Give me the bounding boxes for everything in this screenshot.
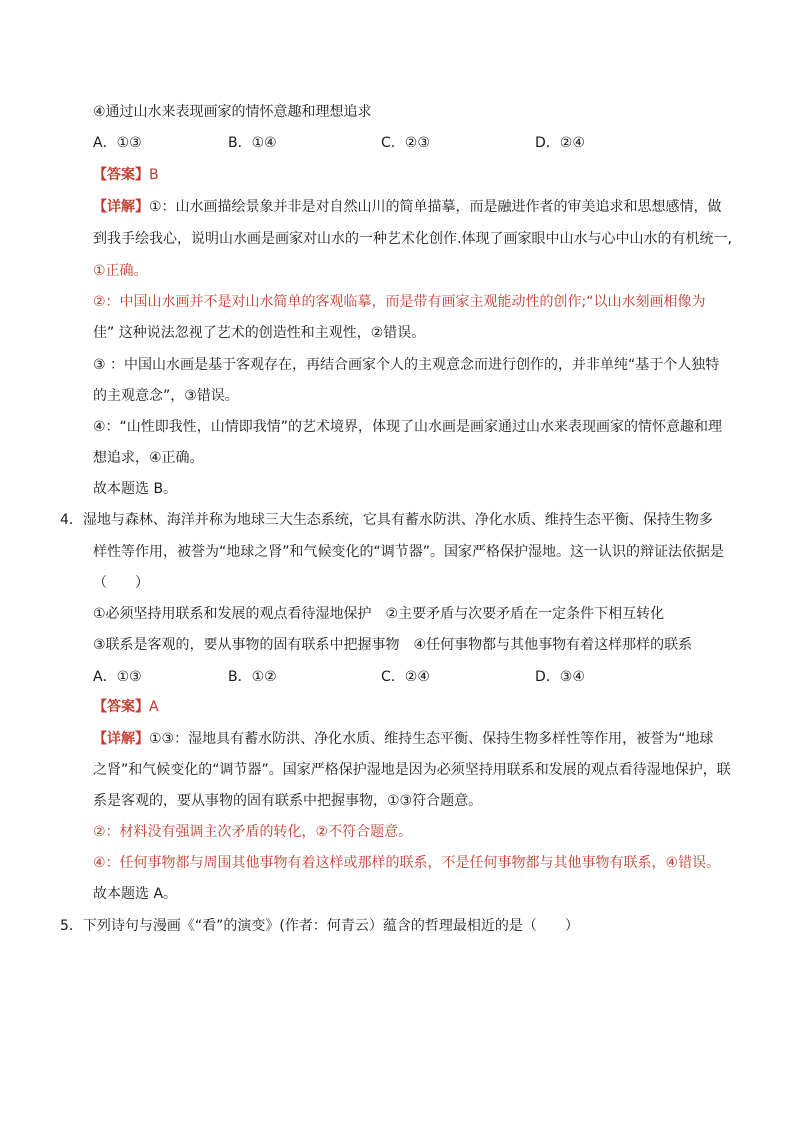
q4-detail-1-line-1	[93, 729, 713, 749]
q3-detail-4-line-1: ④：“山性即我性，山情即我情”的艺术境界，体现了山水画是画家通过山水来表现画家的情怀意趣和理	[93, 419, 723, 435]
q3-detail-1-line-1	[93, 197, 722, 217]
q4-stem-line-2: 样性等作用，被誉为“地球之肾”和气候变化的“调节器”。国家严格保护湿地。这一认识的辩证法依据是	[93, 544, 725, 560]
q3-choice-b: B．①④	[228, 135, 277, 151]
q3-detail-4-line-2: 想追求，④正确。	[93, 450, 204, 466]
answer-value: A	[149, 699, 159, 715]
q4-detail-2: ②：材料没有强调主次矛盾的转化，②不符合题意。	[93, 824, 413, 840]
q4-answer	[93, 697, 159, 717]
answer-tag: 【答案】	[93, 167, 149, 183]
q3-choice-a: A．①③	[93, 135, 142, 151]
detail-tag: 【详解】	[93, 199, 149, 215]
q4-detail-1-line-2: 之肾”和气候变化的“调节器”。国家严格保护湿地是因为必须坚持用联系和发展的观点看待湿地保护，联	[93, 762, 731, 778]
q5-stem: 5．下列诗句与漫画《“看”的演变》(作者：何青云）蕴含的哲理最相近的是（ ）	[60, 918, 579, 934]
detail-text: ①：山水画描绘景象并非是对自然山川的简单描摹，而是融进作者的审美追求和思想感情，做	[149, 199, 722, 215]
q4-stem-line-1: 4．湿地与森林、海洋并称为地球三大生态系统，它具有蓄水防洪、净化水质、维持生态平衡、保持生物多	[60, 512, 713, 528]
q4-choice-d: D．③④	[535, 669, 585, 685]
q4-choice-a: A．①③	[93, 669, 142, 685]
q4-choice-b: B．①②	[228, 669, 277, 685]
q4-options-line-1: ①必须坚持用联系和发展的观点看待湿地保护 ②主要矛盾与次要矛盾在一定条件下相互转化	[93, 606, 665, 622]
q3-answer	[93, 165, 159, 185]
q4-detail-3: ④：任何事物都与周围其他事物有着这样或那样的联系，不是任何事物都与其他事物有联系，④错误。	[93, 855, 721, 871]
q3-detail-2-line-2: 佳” 这种说法忽视了艺术的创造性和主观性，②错误。	[93, 325, 426, 341]
answer-tag: 【答案】	[93, 699, 149, 715]
answer-value: B	[149, 167, 159, 183]
q3-detail-3-line-1: ③ ：中国山水画是基于客观存在，再结合画家个人的主观意念而进行创作的，并非单纯“基于个人独特	[93, 357, 720, 373]
q4-options-line-2: ③联系是客观的，要从事物的固有联系中把握事物 ④任何事物都与其他事物有着这样那样的联系	[93, 637, 693, 653]
detail-tag: 【详解】	[93, 731, 149, 747]
q4-stem-line-3: （ ）	[93, 575, 149, 591]
detail-text: ①③：湿地具有蓄水防洪、净化水质、维持生态平衡、保持生物多样性等作用，被誉为“地球	[149, 731, 714, 747]
q4-detail-1-line-3: 系是客观的，要从事物的固有联系中把握事物，①③符合题意。	[93, 793, 483, 809]
q3-detail-2-line-1: ②：中国山水画并不是对山水简单的客观临摹，而是带有画家主观能动性的创作;“以山水刻画相像为	[93, 294, 706, 310]
q3-choice-c: C．②③	[381, 135, 430, 151]
q3-option-4: ④通过山水来表现画家的情怀意趣和理想追求	[93, 104, 372, 120]
q3-detail-1-line-2: 到我手绘我心，说明山水画是画家对山水的一种艺术化创作.体现了画家眼中山水与心中山水的有机统一,	[93, 231, 732, 247]
q3-detail-1-line-3: ①正确。	[93, 263, 148, 279]
q3-choice-d: D．②④	[535, 135, 585, 151]
q4-conclusion: 故本题选 A。	[93, 886, 178, 902]
q3-conclusion: 故本题选 B。	[93, 481, 178, 497]
q4-choice-c: C．②④	[381, 669, 430, 685]
q3-detail-3-line-2: 的主观意念”，③错误。	[93, 388, 239, 404]
